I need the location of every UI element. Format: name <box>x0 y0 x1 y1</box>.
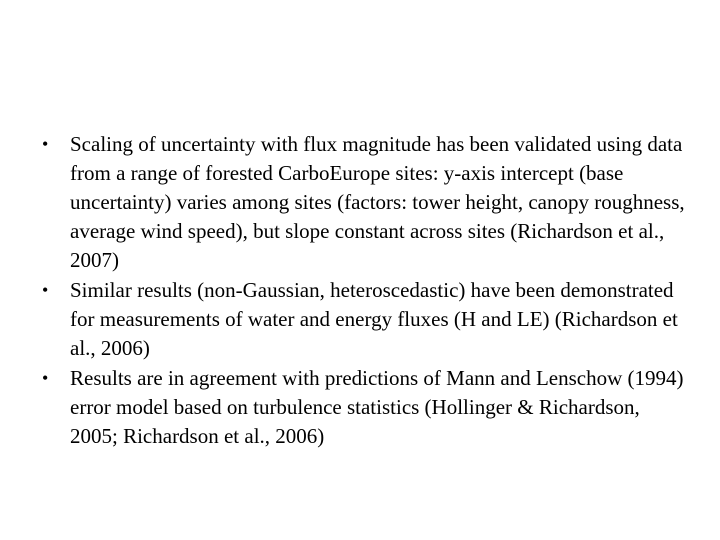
bullet-item-agreement <box>42 364 692 451</box>
bullet-icon: • <box>42 134 49 154</box>
bullet-list <box>42 130 692 452</box>
bullet-icon: • <box>42 280 49 300</box>
bullet-text: Results are in agreement with predictions of Mann and Lenschow (1994) error model based on turbulence statistics (Hollinger & Richardson, 2005; Richardson et al., 2006) <box>70 366 684 448</box>
bullet-text: Similar results (non-Gaussian, heteroscedastic) have been demonstrated for measurements of water and energy fluxes (H and LE) (Richardson et al., 2006) <box>70 278 678 360</box>
bullet-text: Scaling of uncertainty with flux magnitude has been validated using data from a range of forested CarboEurope sites: y-axis intercept (base uncertainty) varies among sites (factors: tower height, canopy roughness, average wind speed), but slope constant across sites (Richardson et al., 2007) <box>70 132 685 272</box>
bullet-icon: • <box>42 368 49 388</box>
bullet-item-similar-results <box>42 276 692 363</box>
bullet-item-scaling <box>42 130 692 275</box>
